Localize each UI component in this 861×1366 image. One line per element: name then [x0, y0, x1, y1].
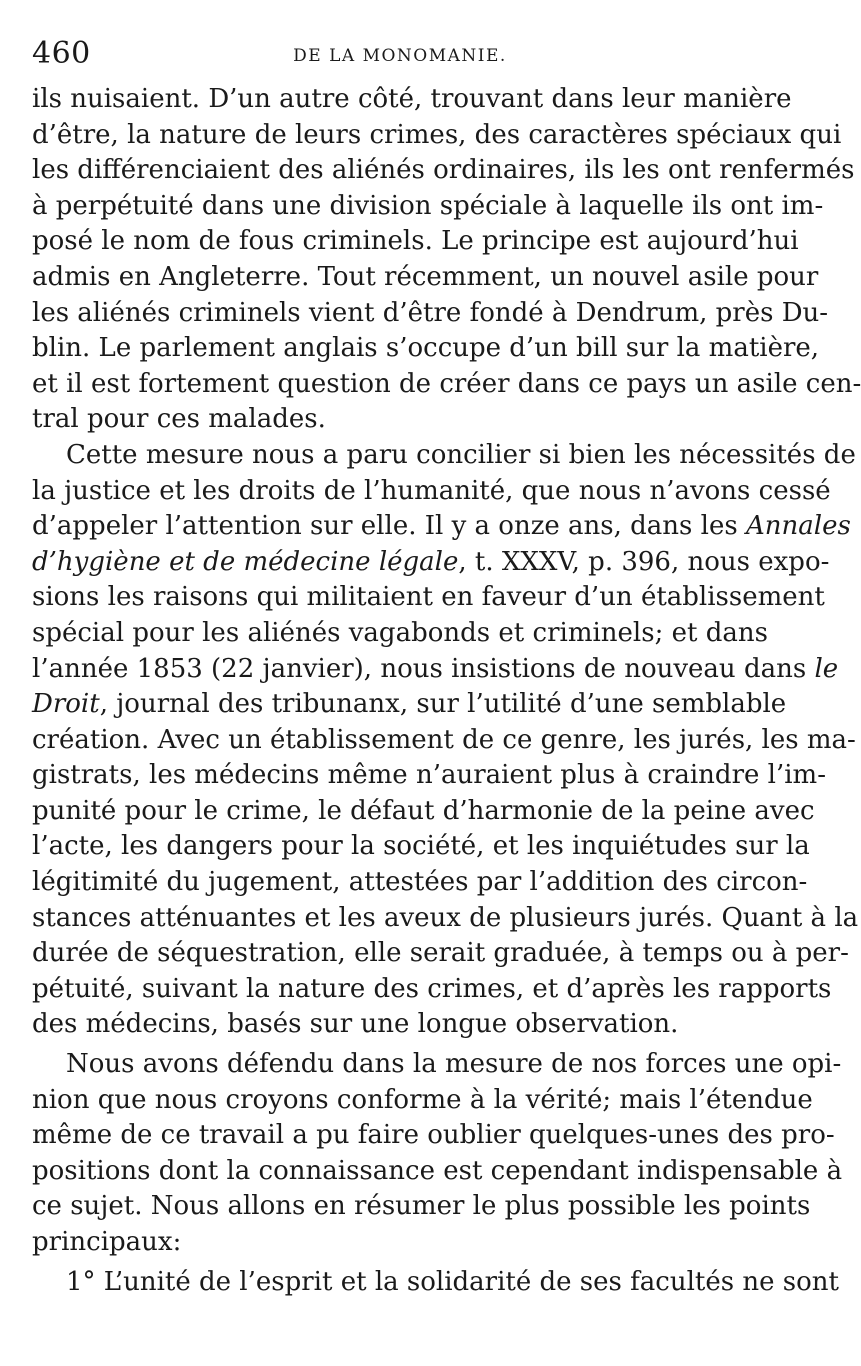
- text-line: d’être, la nature de leurs crimes, des caractères spéciaux qui: [32, 119, 842, 150]
- text-line: stances atténuantes et les aveux de plusieurs jurés. Quant à la: [32, 902, 859, 933]
- text-line: ce sujet. Nous allons en résumer le plus possible les points: [32, 1191, 811, 1222]
- italic-text: le: [814, 653, 839, 684]
- text-line: création. Avec un établissement de ce genre, les jurés, les ma-: [32, 724, 856, 755]
- paragraph-start-line: Nous avons défendu dans la mesure de nos forces une opi-: [66, 1049, 842, 1080]
- paragraph-start-line: 1° L’unité de l’esprit et la solidarité de ses facultés ne sont: [66, 1266, 839, 1297]
- text-line: posé le nom de fous criminels. Le principe est aujourd’hui: [32, 226, 799, 257]
- text-line: admis en Angleterre. Tout récemment, un nouvel asile pour: [32, 261, 819, 292]
- italic-text: Droit: [32, 689, 100, 720]
- text-line: même de ce travail a pu faire oublier quelques-unes des pro-: [32, 1120, 835, 1151]
- text-line: punité pour le crime, le défaut d’harmonie de la peine avec: [32, 795, 815, 826]
- text-line: et il est fortement question de créer dans ce pays un asile cen-: [32, 368, 861, 399]
- text-line: gistrats, les médecins même n’auraient plus à craindre l’im-: [32, 760, 826, 791]
- italic-text: d’hygiène et de médecine légale: [32, 546, 459, 577]
- text-line: les différenciaient des aliénés ordinaires, ils les ont renfermés: [32, 155, 855, 186]
- text-line: nion que nous croyons conforme à la vérité; mais l’étendue: [32, 1084, 813, 1115]
- running-title: DE LA MONOMANIE.: [293, 46, 507, 66]
- text-line: principaux:: [32, 1227, 182, 1257]
- text-line: d’hygiène et de médecine légale, t. XXXV, p. 396, nous expo-: [32, 546, 830, 577]
- text-line: légitimité du jugement, attestées par l’addition des circon-: [32, 867, 808, 898]
- text-line: durée de séquestration, elle serait graduée, à temps ou à per-: [32, 938, 849, 969]
- running-head: [32, 30, 768, 70]
- paragraph-start-line: Cette mesure nous a paru concilier si bien les nécessités de: [66, 439, 856, 470]
- text-line: pétuité, suivant la nature des crimes, et d’après les rapports: [32, 973, 832, 1004]
- page-number: 460: [32, 36, 91, 71]
- text-line: l’année 1853 (22 janvier), nous insistions de nouveau dans le: [32, 653, 839, 684]
- text-line: l’acte, les dangers pour la société, et les inquiétudes sur la: [32, 831, 810, 862]
- text-line: blin. Le parlement anglais s’occupe d’un bill sur la matière,: [32, 333, 820, 364]
- italic-text: Annales: [745, 511, 851, 542]
- text-line: les aliénés criminels vient d’être fondé à Dendrum, près Du-: [32, 297, 829, 328]
- text-line: positions dont la connaissance est cependant indispensable à: [32, 1155, 843, 1186]
- text-line: à perpétuité dans une division spéciale à laquelle ils ont im-: [32, 190, 824, 221]
- text-line: spécial pour les aliénés vagabonds et criminels; et dans: [32, 617, 768, 648]
- text-line: ils nuisaient. D’un autre côté, trouvant dans leur manière: [32, 84, 792, 114]
- text-line: d’appeler l’attention sur elle. Il y a onze ans, dans les Annales: [32, 511, 851, 542]
- text-line: tral pour ces malades.: [32, 404, 326, 435]
- text-line: des médecins, basés sur une longue observation.: [32, 1009, 679, 1040]
- text-line: Droit, journal des tribunanx, sur l’utilité d’une semblable: [32, 689, 787, 720]
- body-text: [32, 82, 861, 1300]
- text-line: la justice et les droits de l’humanité, que nous n’avons cessé: [32, 475, 831, 506]
- text-line: sions les raisons qui militaient en faveur d’un établissement: [32, 582, 825, 613]
